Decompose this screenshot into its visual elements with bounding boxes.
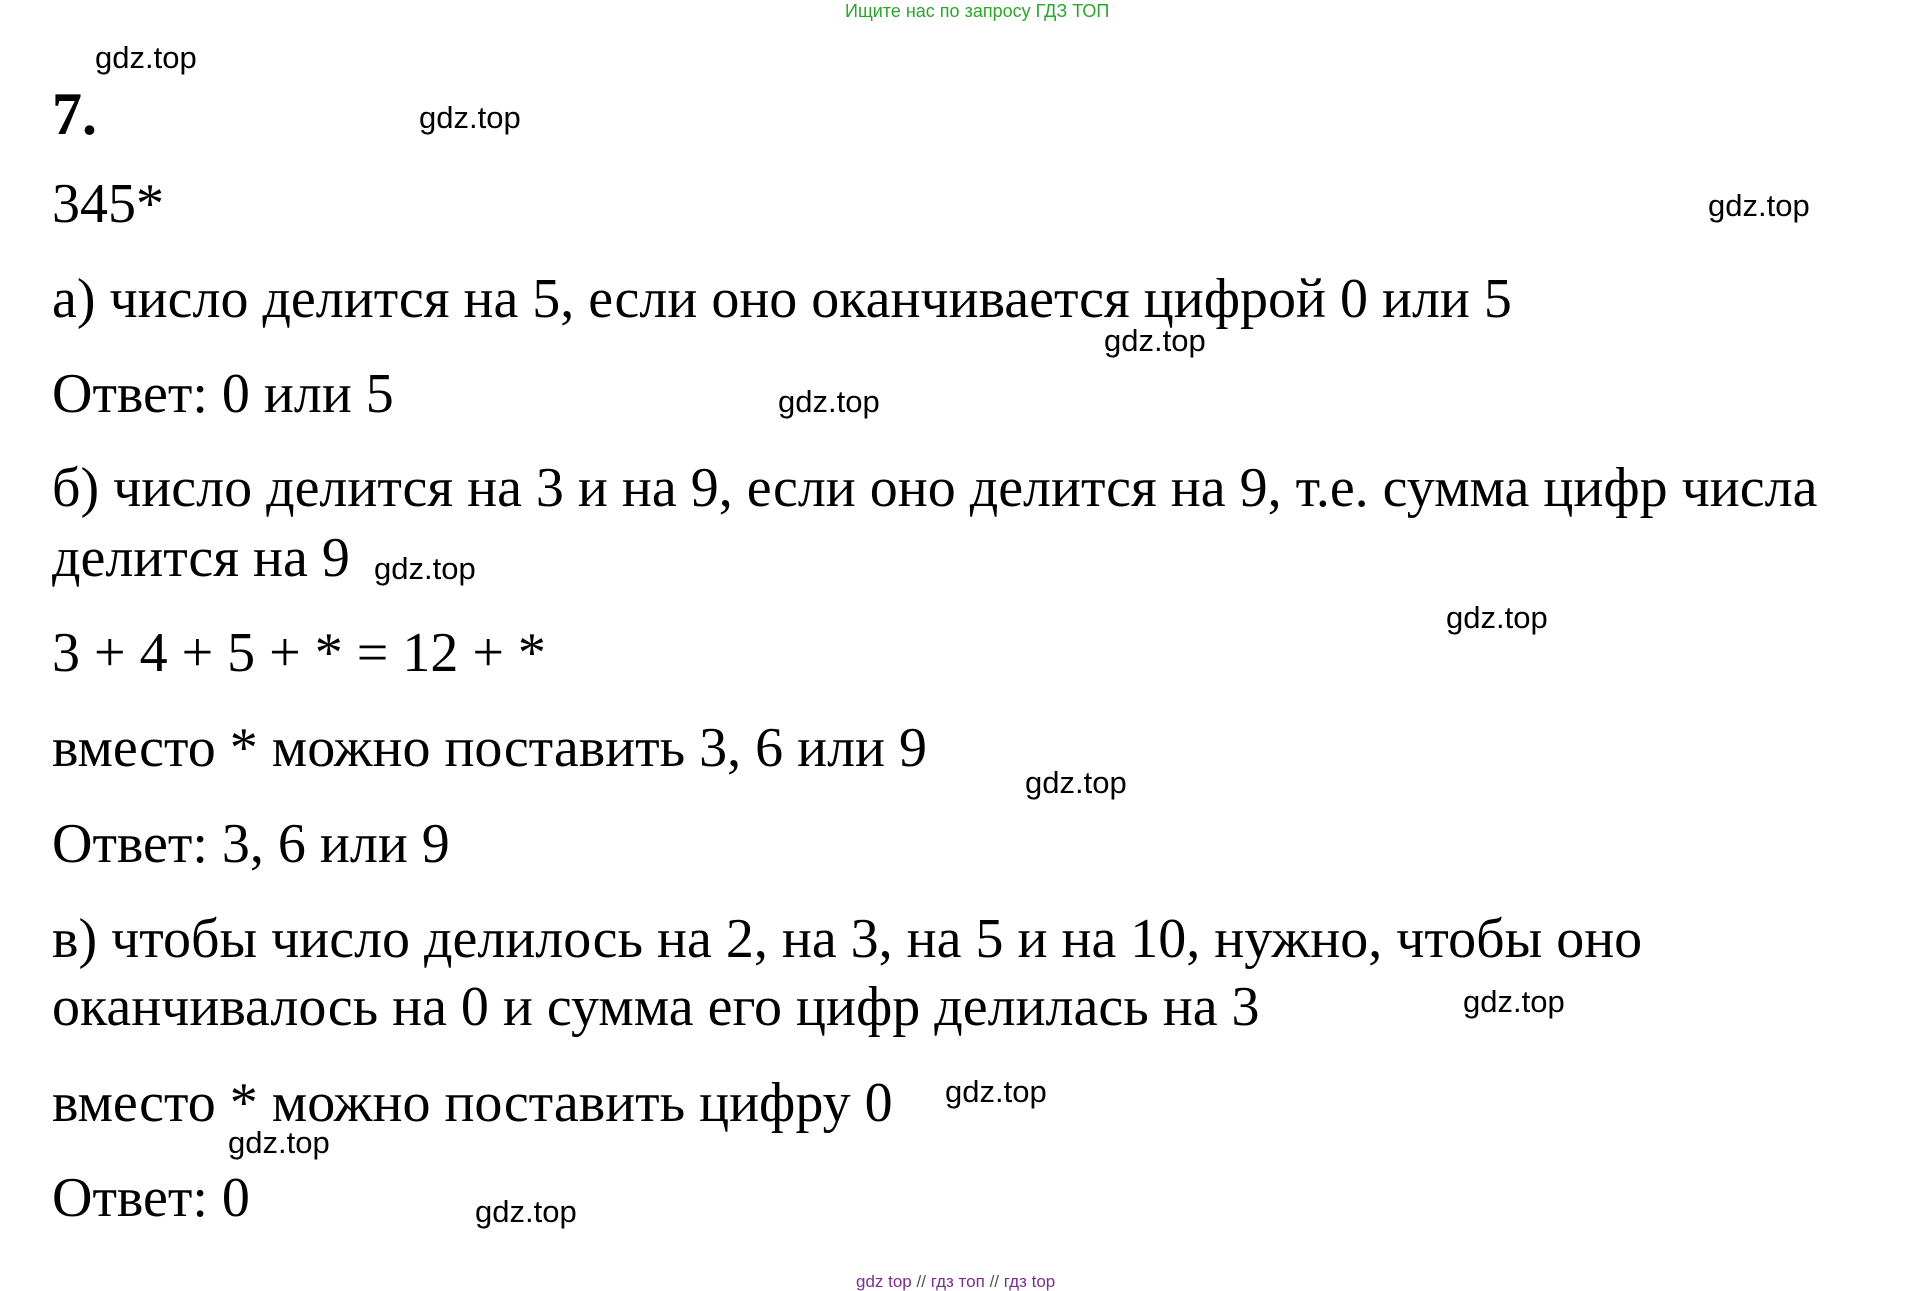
part-a-text: а) число делится на 5, если оно оканчивается цифрой 0 или 5 bbox=[52, 268, 1512, 330]
watermark: gdz.top bbox=[95, 40, 197, 75]
part-b-line1: б) число делится на 3 и на 9, если оно делится на 9, т.е. сумма цифр числа bbox=[52, 457, 1818, 519]
search-hint: Ищите нас по запросу ГДЗ ТОП bbox=[845, 1, 1110, 21]
replace-c: вместо * можно поставить цифру 0 bbox=[52, 1072, 893, 1134]
part-c-line1: в) чтобы число делилось на 2, на 3, на 5 и на 10, нужно, чтобы оно bbox=[52, 908, 1643, 970]
watermark: gdz.top bbox=[228, 1125, 330, 1160]
replace-b: вместо * можно поставить 3, 6 или 9 bbox=[52, 717, 927, 779]
footer-link-gdz-top-mixed[interactable]: гдз top bbox=[1003, 1272, 1056, 1291]
footer-link-gdz-top-ru[interactable]: гдз топ bbox=[930, 1272, 985, 1291]
answer-c: Ответ: 0 bbox=[52, 1167, 250, 1229]
watermark: gdz.top bbox=[1025, 765, 1127, 800]
watermark: gdz.top bbox=[419, 100, 521, 135]
watermark: gdz.top bbox=[1708, 188, 1810, 223]
sum-expression: 3 + 4 + 5 + * = 12 + * bbox=[52, 622, 546, 684]
answer-a: Ответ: 0 или 5 bbox=[52, 363, 394, 425]
watermark: gdz.top bbox=[1463, 984, 1565, 1019]
watermark: gdz.top bbox=[1104, 323, 1206, 358]
footer-separator: // bbox=[989, 1272, 1000, 1291]
watermark: gdz.top bbox=[475, 1194, 577, 1229]
footer-link-gdz-top[interactable]: gdz top bbox=[856, 1272, 912, 1291]
task-number: 7. bbox=[52, 81, 97, 147]
footer-separator: // bbox=[916, 1272, 926, 1291]
watermark: gdz.top bbox=[1446, 600, 1548, 635]
part-c-line2: оканчивалось на 0 и сумма его цифр делилась на 3 bbox=[52, 976, 1260, 1038]
watermark: gdz.top bbox=[374, 551, 476, 586]
watermark: gdz.top bbox=[945, 1074, 1047, 1109]
given-number: 345* bbox=[52, 173, 164, 235]
answer-b: Ответ: 3, 6 или 9 bbox=[52, 813, 450, 875]
part-b-line2: делится на 9 bbox=[52, 527, 350, 589]
watermark: gdz.top bbox=[778, 384, 880, 419]
